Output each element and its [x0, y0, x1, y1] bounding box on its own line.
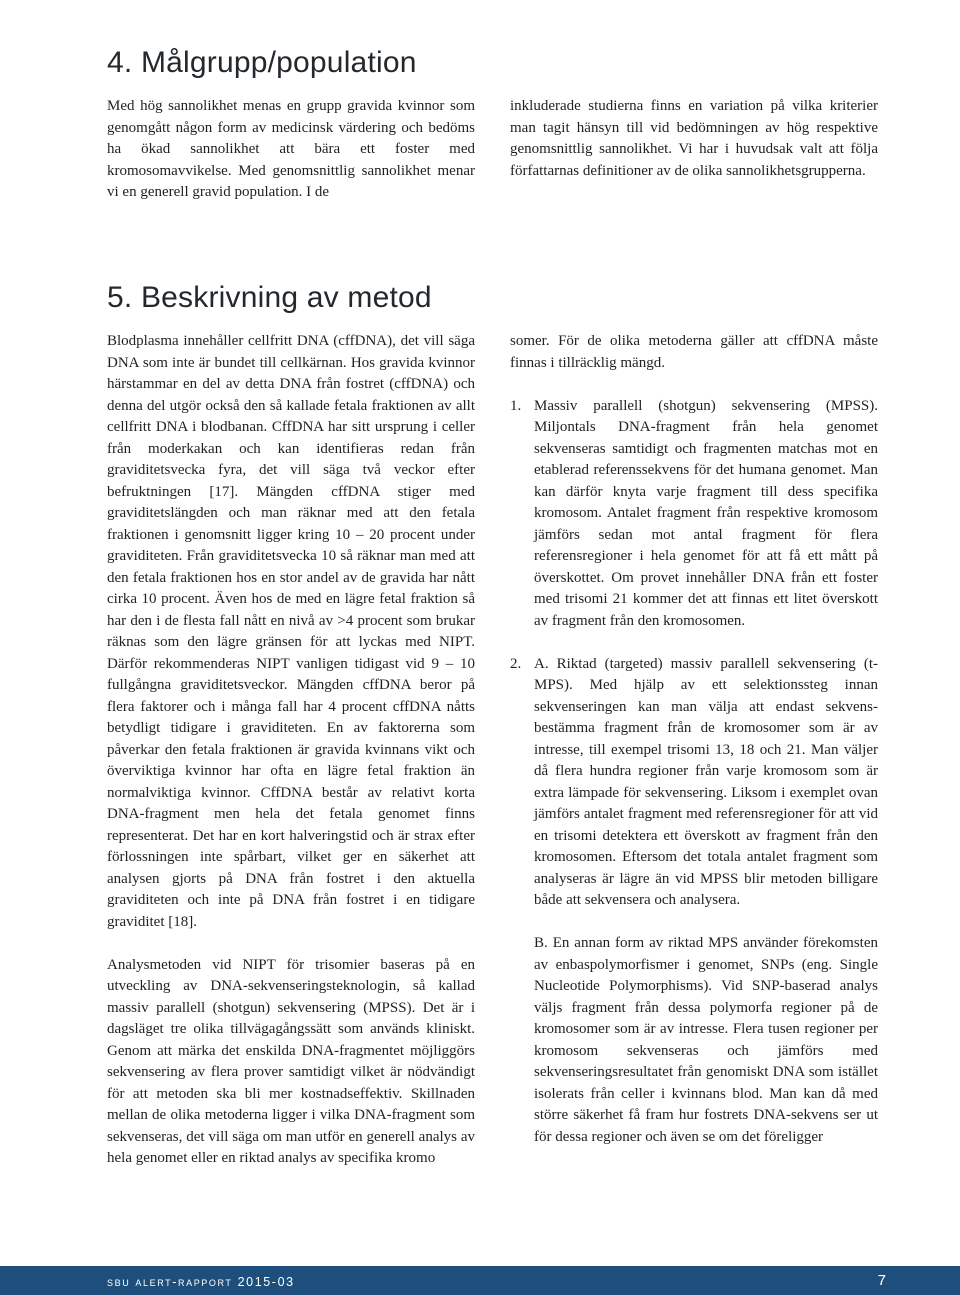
paragraph: somer. För de olika metoderna gäller att cffDNA måste finnas i tillräcklig mängd. — [510, 333, 878, 371]
list-text: A. Riktad (targeted) massiv parallell sekvensering (t-MPS). Med hjälp av ett selektionssteg innan sekvenseringen kan man välja att endast sekvensbestämma fragment från de kromosomer som är av intresse, till exempel trisomi 13, 18 och 21. Man väljer då flera hundra regioner från varje kromosom som är extra lämpade för sekvensering. Liksom i exemplet ovan jämförs antalet fragment med referensregioner för att vid en trisomi detektera ett överskott av fragment från den kromosomen. Eftersom det totala antalet fragment som analyseras är lägre än vid MPSS blir metoden billigare både att sekvensera och analysera. — [534, 655, 878, 908]
section4-left-column — [107, 96, 475, 204]
section-heading-malgrupp: 4. Målgrupp/population — [107, 46, 417, 79]
section5-left-column — [107, 331, 475, 1170]
list-number: 1. — [510, 397, 522, 414]
paragraph: Blodplasma innehåller cellfritt DNA (cffDNA), det vill säga DNA som inte är bundet till cellkärnan. Hos gravida kvinnor härstammar en del av detta DNA från fostret (cffDNA) och denna del utgör också den så kallade fetala fraktionen av allt cellfritt DNA i blodbanan. CffDNA har sitt ursprung i celler från moderkakan och kan identifieras redan från graviditetsvecka fyra, det vill säga två veckor efter befruktningen [17]. Mängden cffDNA stiger med graviditetslängden och man räknar med att den fetala fraktionen i genomsnitt ligger kring 10 – 20 procent under graviditeten. Från graviditetsvecka 10 så räknar man med att den fetala fraktionen hos en stor andel av de gravida har nått cirka 10 procent. Även hos de med en lägre fetal fraktion så har den i de flesta fall nått en nivå av >4 procent som brukar räknas som den lägre gränsen för att lyckas med NIPT. Därför rekommenderas NIPT vanligen tidigast vid 9 – 10 fullgångna graviditetsveckor. Mängden cffDNA beror på flera faktorer och i många fall har 4 procent cffDNA nåtts betydligt tidigare i graviditeten. En av faktorerna som påverkar den fetala fraktionen är gravida kvinnans vikt och överviktiga kvinnor har ofta en lägre fetal fraktion än normalviktiga kvinnor. CffDNA består av relativt korta DNA-fragment men hela det fetala genomet finns representerat. Det har en kort halveringstid och är strax efter förlossningen inte spårbart, vilket ger en säkerhet att analysen gjorts på DNA från fostret i den aktuella graviditeten och inte på DNA från fostret i en tidigare graviditet [18]. — [107, 333, 475, 930]
paragraph: Med hög sannolikhet menas en grupp gravida kvinnor som genomgått någon form av medicinsk värdering och bedöms ha ökad sannolikhet att bära ett foster med kromosomavvikelse. Med genomsnittlig sannolikhet menar vi en generell gravid population. I de — [107, 98, 475, 200]
list-item-2b — [510, 933, 878, 1148]
paragraph: inkluderade studierna finns en variation på vilka kriterier man tagit hänsyn till vid bedömningen av hög respektive genomsnittlig sannolikhet. Vi har i huvudsak valt att följa författarnas definitioner av de olika sannolikhetsgrupperna. — [510, 98, 878, 179]
section5-right-column — [510, 331, 878, 1148]
list-item-2 — [510, 654, 878, 912]
list-number: 2. — [510, 655, 522, 672]
section-heading-beskrivning: 5. Beskrivning av metod — [107, 281, 432, 314]
page-number: 7 — [877, 1272, 886, 1289]
footer-band — [0, 1266, 960, 1295]
footer-report-title: sbu alert-rapport 2015-03 — [107, 1275, 295, 1289]
list-text: Massiv parallell (shotgun) sekvensering (MPSS). Miljontals DNA-fragment från hela genomet sekvenseras samtidigt och fragmenten matchas mot en etablerad referenssekvens för det humana genomet. Man kan därför knyta varje fragment till dess specifika kromosom. Antalet fragment från respektive kromosom jämförs sedan mot antal fragment för flera referensregioner i hela genomet för att få ett mått på överskottet. Om provet innehåller DNA från ett foster med trisomi 21 kommer det att finnas ett litet överskott av fragment från den kromosomen. — [534, 397, 878, 629]
list-text: B. En annan form av riktad MPS använder förekomsten av enbaspolymorfismer i genomet, SNPs (eng. Single Nucleotide Polymorphisms). Vid SNP-baserad analys väljs fragment från dessa polymorfa regioner på de kromosomer som är av intresse. Flera tusen regioner per kromosom sekvenseras och jämförs med sekvenseringsresultatet från genomiskt DNA som istället isolerats från celler i kvinnans blod. Man kan då med större säkerhet få fram hur fostrets DNA-sekvens ser ut för dessa regioner och även se om det föreligger — [534, 935, 878, 1145]
list-item-1 — [510, 396, 878, 633]
paragraph: Analysmetoden vid NIPT för trisomier baseras på en utveckling av DNA-sekvenseringsteknologin, så kallad massiv parallell (shotgun) sekvensering (MPSS). Det är i dagsläget tre olika tillvägagångssätt som används kliniskt. Genom att märka det enskilda DNA-fragmentet möjliggörs sekvensering av flera prover samtidigt vilket är nödvändigt för att metoden ska bli mer kostnadseffektiv. Skillnaden mellan de olika metoderna ligger i vilka DNA-fragment som sekvenseras, det vill säga om man utför en generell analys av hela genomet eller en riktad analys av specifika kromo — [107, 956, 475, 1166]
section4-right-column — [510, 96, 878, 182]
